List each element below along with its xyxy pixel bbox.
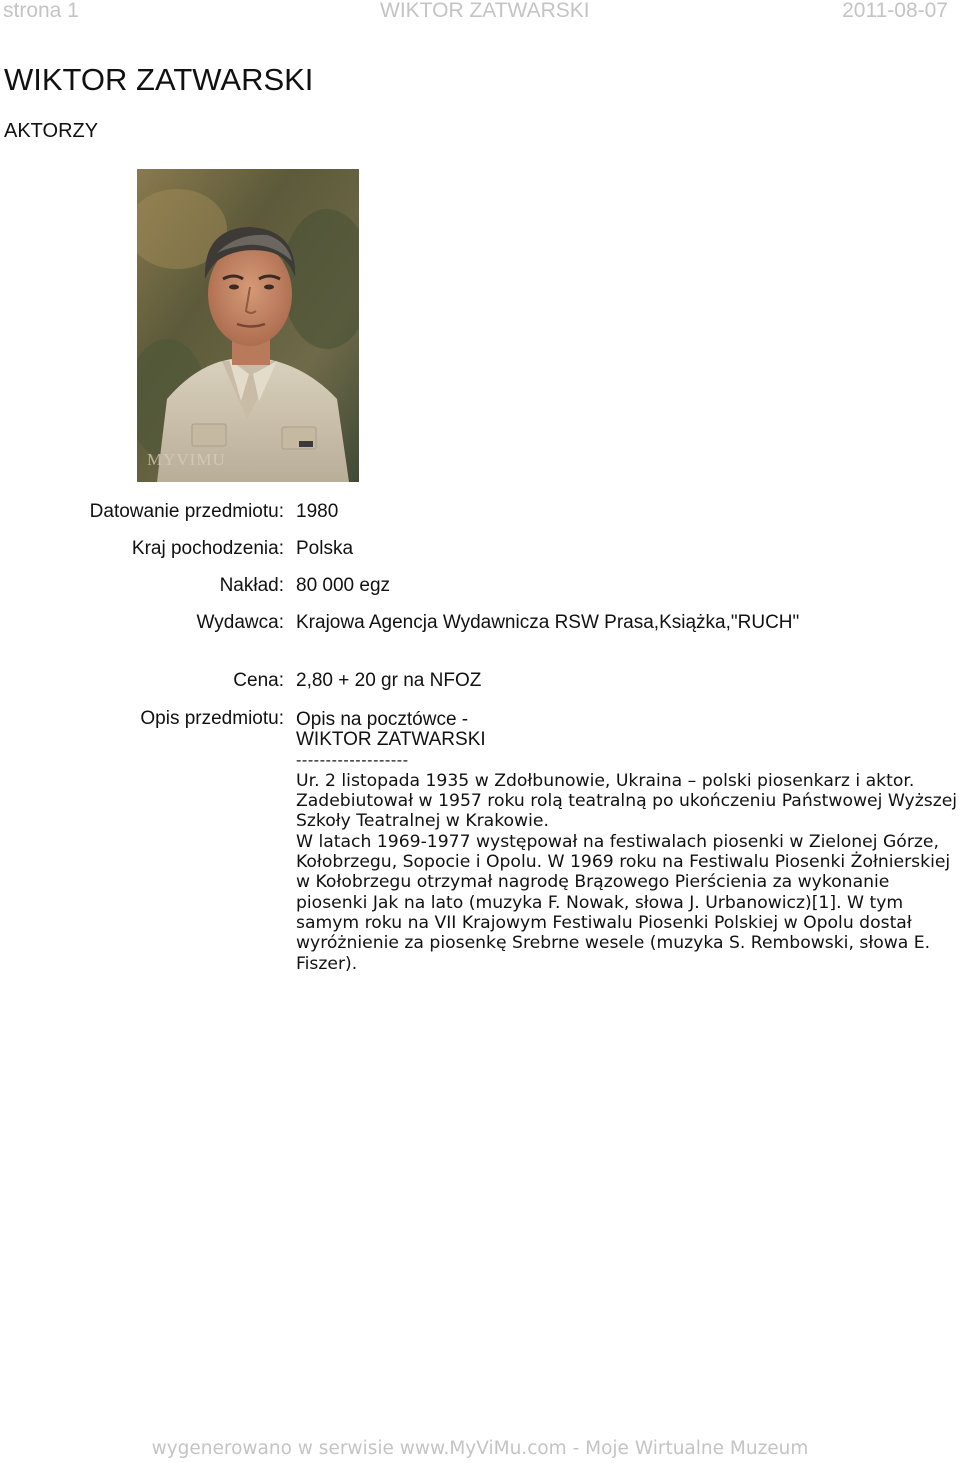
header-title: WIKTOR ZATWARSKI <box>380 0 590 22</box>
edition-label: Nakład: <box>219 575 284 596</box>
item-category: AKTORZY <box>4 120 99 142</box>
description-divider: ------------------- <box>296 751 409 769</box>
edition-value: 80 000 egz <box>296 575 391 596</box>
item-description <box>296 710 958 974</box>
item-photo <box>137 169 359 482</box>
dating-value: 1980 <box>296 501 339 522</box>
dating-label: Datowanie przedmiotu: <box>89 501 284 522</box>
price-value: 2,80 + 20 gr na NFOZ <box>296 670 482 691</box>
description-paragraph: W latach 1969-1977 występował na festiwalach piosenki w Zielonej Górze, Kołobrzegu, Sopocie i Opolu. W 1969 roku na Festiwalu Piosenki Żołnierskiej w Kołobrzegu otrzymał nagrodę Brązowego Pierścienia za wykonanie piosenki Jak na lato (muzyka F. Nowak, słowa J. Urbanowicz)[1]. W tym samym roku na VII Krajowym Festiwalu Piosenki Polskiej w Opolu dostał wyróżnienie za piosenkę Srebrne wesele (muzyka S. Rembowski, słowa E. Fiszer). <box>296 831 951 974</box>
description-paragraph: Ur. 2 listopada 1935 w Zdołbunowie, Ukraina – polski piosenkarz i aktor. <box>296 770 915 791</box>
price-label: Cena: <box>233 670 284 691</box>
portrait-image <box>137 169 359 482</box>
country-label: Kraj pochodzenia: <box>131 538 284 559</box>
publisher-value: Krajowa Agencja Wydawnicza RSW Prasa,Książka,"RUCH" <box>296 612 800 633</box>
description-line-1: Opis na pocztówce - <box>296 709 469 730</box>
header-date: 2011-08-07 <box>842 0 948 22</box>
item-title: WIKTOR ZATWARSKI <box>4 62 314 97</box>
description-label: Opis przedmiotu: <box>140 708 284 729</box>
photo-watermark: MYVIMU <box>147 450 226 469</box>
page-number: strona 1 <box>3 0 79 22</box>
description-paragraph: Zadebiutował w 1957 roku rolą teatralną po ukończeniu Państwowej Wyższej Szkoły Teatralnej w Krakowie. <box>296 791 958 832</box>
publisher-label: Wydawca: <box>196 612 284 633</box>
page-footer: wygenerowano w serwisie www.MyViMu.com - Moje Wirtualne Muzeum <box>151 1438 809 1459</box>
country-value: Polska <box>296 538 354 559</box>
page-header <box>0 0 960 26</box>
description-line-2: WIKTOR ZATWARSKI <box>296 729 486 751</box>
